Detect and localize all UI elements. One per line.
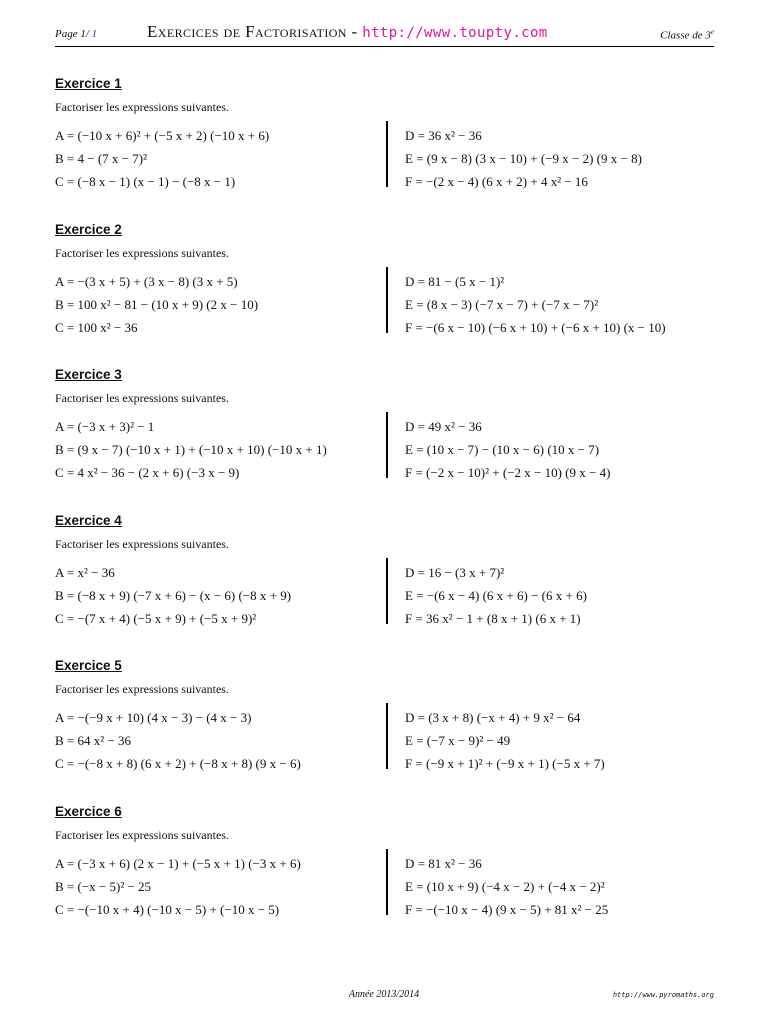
equation-c: C = (−8 x − 1) (x − 1) − (−8 x − 1): [55, 174, 236, 189]
left-column: [55, 706, 385, 775]
exercise-instruction: Factoriser les expressions suivantes.: [55, 682, 229, 696]
equation-c: C = −(−10 x + 4) (−10 x − 5) + (−10 x − 5): [55, 902, 280, 917]
page-title: [147, 22, 548, 42]
footer-year: Année 2013/2014: [348, 989, 420, 1000]
right-column: [386, 267, 735, 333]
equation-f: F = 36 x² − 1 + (8 x + 1) (6 x + 1): [405, 611, 581, 626]
right-column: [386, 558, 735, 624]
equation-d: D = (3 x + 8) (−x + 4) + 9 x² − 64: [405, 710, 581, 725]
equation-e: E = (−7 x − 9)² − 49: [405, 733, 511, 748]
exercise-title: Exercice 3: [55, 367, 122, 382]
exercise-title: Exercice 1: [55, 76, 122, 91]
equation-d: D = 36 x² − 36: [405, 128, 482, 143]
exercise-title: Exercice 5: [55, 658, 122, 673]
right-column: [386, 121, 735, 187]
equation-b: B = (−x − 5)² − 25: [55, 879, 152, 894]
equation-b: B = 64 x² − 36: [55, 733, 131, 748]
equation-b: B = (9 x − 7) (−10 x + 1) + (−10 x + 10) (−10 x + 1): [55, 442, 327, 457]
equation-d: D = 81 x² − 36: [405, 856, 482, 871]
exercise-instruction: Factoriser les expressions suivantes.: [55, 100, 229, 114]
page-total-link[interactable]: 1: [91, 28, 98, 40]
equation-f: F = −(2 x − 4) (6 x + 2) + 4 x² − 16: [405, 174, 588, 189]
exercise-instruction: Factoriser les expressions suivantes.: [55, 828, 229, 842]
left-column: [55, 415, 385, 484]
equation-b: B = (−8 x + 9) (−7 x + 6) − (x − 6) (−8 x + 9): [55, 588, 292, 603]
equation-f: F = −(6 x − 10) (−6 x + 10) + (−6 x + 10) (x − 10): [405, 320, 666, 335]
equation-c: C = −(−8 x + 8) (6 x + 2) + (−8 x + 8) (9 x − 6): [55, 756, 301, 771]
equation-e: E = (9 x − 8) (3 x − 10) + (−9 x − 2) (9 x − 8): [405, 151, 642, 166]
equation-e: E = (8 x − 3) (−7 x − 7) + (−7 x − 7)²: [405, 297, 599, 312]
page-number: [55, 28, 97, 40]
exercise-title: Exercice 4: [55, 513, 122, 528]
exercise-instruction: Factoriser les expressions suivantes.: [55, 391, 229, 405]
equation-f: F = (−9 x + 1)² + (−9 x + 1) (−5 x + 7): [405, 756, 605, 771]
equation-b: B = 4 − (7 x − 7)²: [55, 151, 147, 166]
equation-c: C = 100 x² − 36: [55, 320, 138, 335]
left-column: [55, 270, 385, 339]
equation-c: C = 4 x² − 36 − (2 x + 6) (−3 x − 9): [55, 465, 240, 480]
left-column: [55, 124, 385, 193]
left-column: [55, 561, 385, 630]
equation-e: E = (10 x + 9) (−4 x − 2) + (−4 x − 2)²: [405, 879, 605, 894]
pyromaths-link[interactable]: http://www.pyromaths.org: [612, 991, 714, 999]
equation-d: D = 81 − (5 x − 1)²: [405, 274, 505, 289]
equation-f: F = −(−10 x − 4) (9 x − 5) + 81 x² − 25: [405, 902, 609, 917]
equation-a: A = x² − 36: [55, 565, 115, 580]
title-text: Exercices de Factorisation -: [147, 22, 363, 41]
equation-a: A = −(−9 x + 10) (4 x − 3) − (4 x − 3): [55, 710, 252, 725]
page-header: [55, 22, 714, 47]
exercise-title: Exercice 2: [55, 222, 122, 237]
equation-c: C = −(7 x + 4) (−5 x + 9) + (−5 x + 9)²: [55, 611, 257, 626]
equation-e: E = −(6 x − 4) (6 x + 6) − (6 x + 6): [405, 588, 587, 603]
equation-a: A = (−3 x + 6) (2 x − 1) + (−5 x + 1) (−3 x + 6): [55, 856, 301, 871]
equation-d: D = 49 x² − 36: [405, 419, 482, 434]
toupty-link[interactable]: http://www.toupty.com: [362, 25, 548, 41]
equation-e: E = (10 x − 7) − (10 x − 6) (10 x − 7): [405, 442, 600, 457]
page-label: Page 1/: [55, 28, 92, 40]
class-sup: e: [710, 28, 714, 36]
equation-a: A = (−10 x + 6)² + (−5 x + 2) (−10 x + 6): [55, 128, 270, 143]
exercise-instruction: Factoriser les expressions suivantes.: [55, 246, 229, 260]
equation-a: A = −(3 x + 5) + (3 x − 8) (3 x + 5): [55, 274, 238, 289]
right-column: [386, 849, 735, 915]
left-column: [55, 852, 385, 921]
right-column: [386, 703, 735, 769]
exercise-instruction: Factoriser les expressions suivantes.: [55, 537, 229, 551]
exercise-title: Exercice 6: [55, 804, 122, 819]
equation-d: D = 16 − (3 x + 7)²: [405, 565, 505, 580]
equation-b: B = 100 x² − 81 − (10 x + 9) (2 x − 10): [55, 297, 259, 312]
class-text: Classe de 3: [660, 29, 711, 42]
class-label: [660, 28, 714, 42]
equation-a: A = (−3 x + 3)² − 1: [55, 419, 155, 434]
equation-f: F = (−2 x − 10)² + (−2 x − 10) (9 x − 4): [405, 465, 611, 480]
right-column: [386, 412, 735, 478]
